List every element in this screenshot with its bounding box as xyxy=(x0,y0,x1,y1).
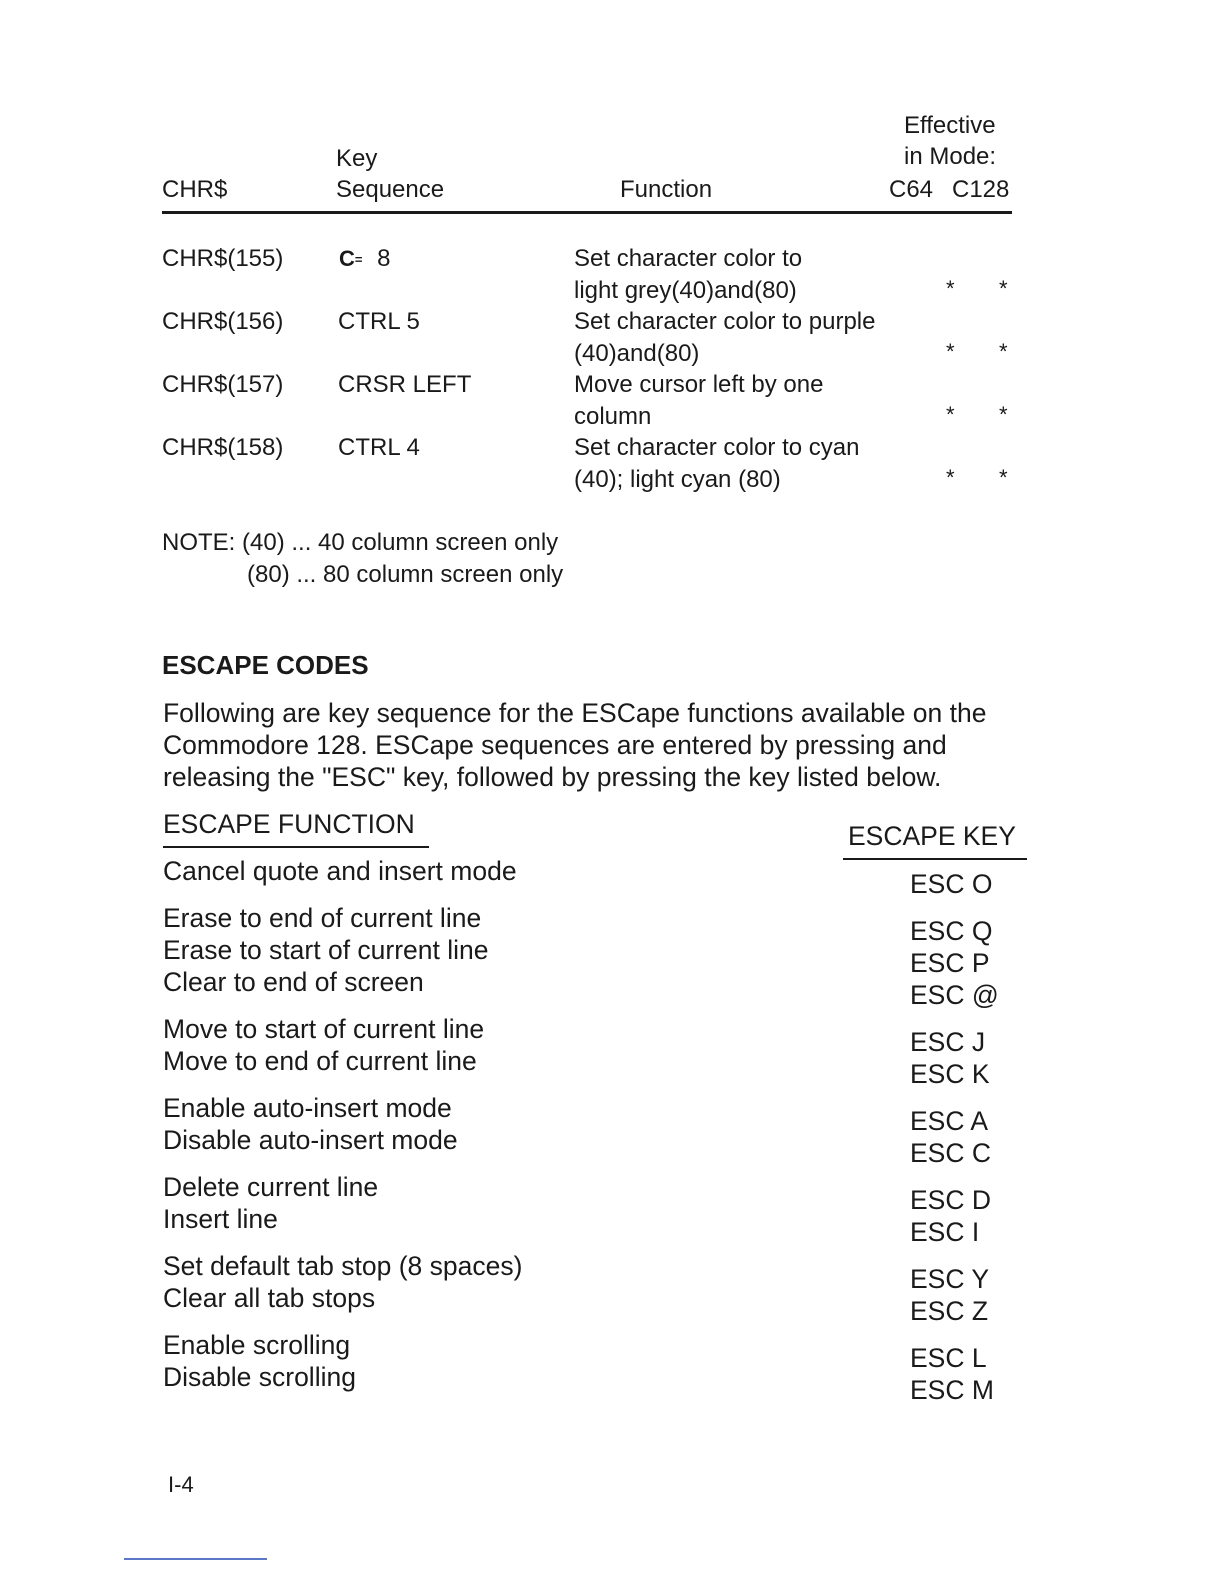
escape-key-j: ESC J xyxy=(910,1027,986,1057)
row-156-func2: (40)and(80) xyxy=(574,340,700,367)
row-157-func2: column xyxy=(574,403,652,430)
escape-key-q: ESC Q xyxy=(910,916,993,946)
row-158-chr: CHR$(158) xyxy=(162,434,284,461)
note-line2: (80) ... 80 column screen only xyxy=(247,561,564,588)
row-158-func2: (40); light cyan (80) xyxy=(574,466,781,493)
footer-blue-rule xyxy=(124,1558,267,1560)
escape-function-disable-auto-insert: Disable auto-insert mode xyxy=(163,1125,458,1155)
escape-key-c: ESC C xyxy=(910,1138,991,1168)
escape-function-clear-tab-stops: Clear all tab stops xyxy=(163,1283,376,1313)
header-rule xyxy=(162,211,1012,214)
row-156-func1: Set character color to purple xyxy=(574,308,876,335)
row-155-key xyxy=(339,243,391,276)
escape-function-disable-scrolling: Disable scrolling xyxy=(163,1362,356,1392)
escape-function-move-start-line: Move to start of current line xyxy=(163,1014,485,1044)
row-156-chr: CHR$(156) xyxy=(162,308,284,335)
escape-intro-line3: releasing the "ESC" key, followed by pressing the key listed below. xyxy=(163,762,942,792)
page-number: I-4 xyxy=(168,1472,194,1497)
header-mode-line2: in Mode: xyxy=(904,143,997,170)
header-mode-c64: C64 xyxy=(889,176,934,203)
row-157-c128: * xyxy=(999,402,1008,427)
col-function-rule xyxy=(163,846,429,848)
escape-function-enable-scrolling: Enable scrolling xyxy=(163,1330,351,1360)
header-function: Function xyxy=(620,176,713,203)
row-157-func1: Move cursor left by one xyxy=(574,371,824,398)
escape-key-a: ESC A xyxy=(910,1106,989,1136)
escape-key-at: ESC @ xyxy=(910,980,999,1010)
row-156-c128: * xyxy=(999,339,1008,364)
escape-intro-line2: Commodore 128. ESCape sequences are entered by pressing and xyxy=(163,730,947,760)
escape-function-cancel-quote: Cancel quote and insert mode xyxy=(163,856,517,886)
escape-function-clear-end-screen: Clear to end of screen xyxy=(163,967,424,997)
row-155-func2: light grey(40)and(80) xyxy=(574,277,797,304)
escape-key-i: ESC I xyxy=(910,1217,980,1247)
header-chr: CHR$ xyxy=(162,176,228,203)
row-156-key: CTRL 5 xyxy=(338,308,420,335)
row-155-func1: Set character color to xyxy=(574,245,803,272)
row-158-c128: * xyxy=(999,465,1008,490)
escape-key-o: ESC O xyxy=(910,869,993,899)
escape-function-set-tab-stop: Set default tab stop (8 spaces) xyxy=(163,1251,523,1281)
escape-function-erase-end-line: Erase to end of current line xyxy=(163,903,482,933)
escape-key-k: ESC K xyxy=(910,1059,990,1089)
escape-key-m: ESC M xyxy=(910,1375,994,1405)
row-157-c64: * xyxy=(946,402,955,427)
row-156-c64: * xyxy=(946,339,955,364)
header-mode-c128: C128 xyxy=(952,176,1010,203)
escape-key-z: ESC Z xyxy=(910,1296,989,1326)
escape-function-enable-auto-insert: Enable auto-insert mode xyxy=(163,1093,452,1123)
note-line1: NOTE: (40) ... 40 column screen only xyxy=(162,529,559,556)
escape-function-erase-start-line: Erase to start of current line xyxy=(163,935,489,965)
row-157-chr: CHR$(157) xyxy=(162,371,284,398)
row-157-key: CRSR LEFT xyxy=(338,371,472,398)
escape-function-delete-line: Delete current line xyxy=(163,1172,379,1202)
commodore-key-icon: C= xyxy=(339,246,363,271)
row-158-key: CTRL 4 xyxy=(338,434,420,461)
escape-key-l: ESC L xyxy=(910,1343,987,1373)
escape-key-y: ESC Y xyxy=(910,1264,990,1294)
header-key-line2: Sequence xyxy=(336,176,445,203)
escape-key-d: ESC D xyxy=(910,1185,991,1215)
row-158-func1: Set character color to cyan xyxy=(574,434,860,461)
row-155-key-label: 8 xyxy=(377,245,391,272)
row-155-chr: CHR$(155) xyxy=(162,245,284,272)
escape-key-p: ESC P xyxy=(910,948,990,978)
col-header-escape-key: ESCAPE KEY xyxy=(848,821,1016,851)
escape-function-move-end-line: Move to end of current line xyxy=(163,1046,477,1076)
escape-intro-line1: Following are key sequence for the ESCape functions available on the xyxy=(163,698,987,728)
row-155-c64: * xyxy=(946,276,955,301)
row-155-c128: * xyxy=(999,276,1008,301)
header-mode-line1: Effective xyxy=(904,112,996,139)
col-key-rule xyxy=(843,858,1027,860)
escape-heading: ESCAPE CODES xyxy=(162,650,369,680)
col-header-escape-function: ESCAPE FUNCTION xyxy=(163,809,415,839)
escape-function-insert-line: Insert line xyxy=(163,1204,278,1234)
row-158-c64: * xyxy=(946,465,955,490)
header-key-line1: Key xyxy=(336,145,378,172)
